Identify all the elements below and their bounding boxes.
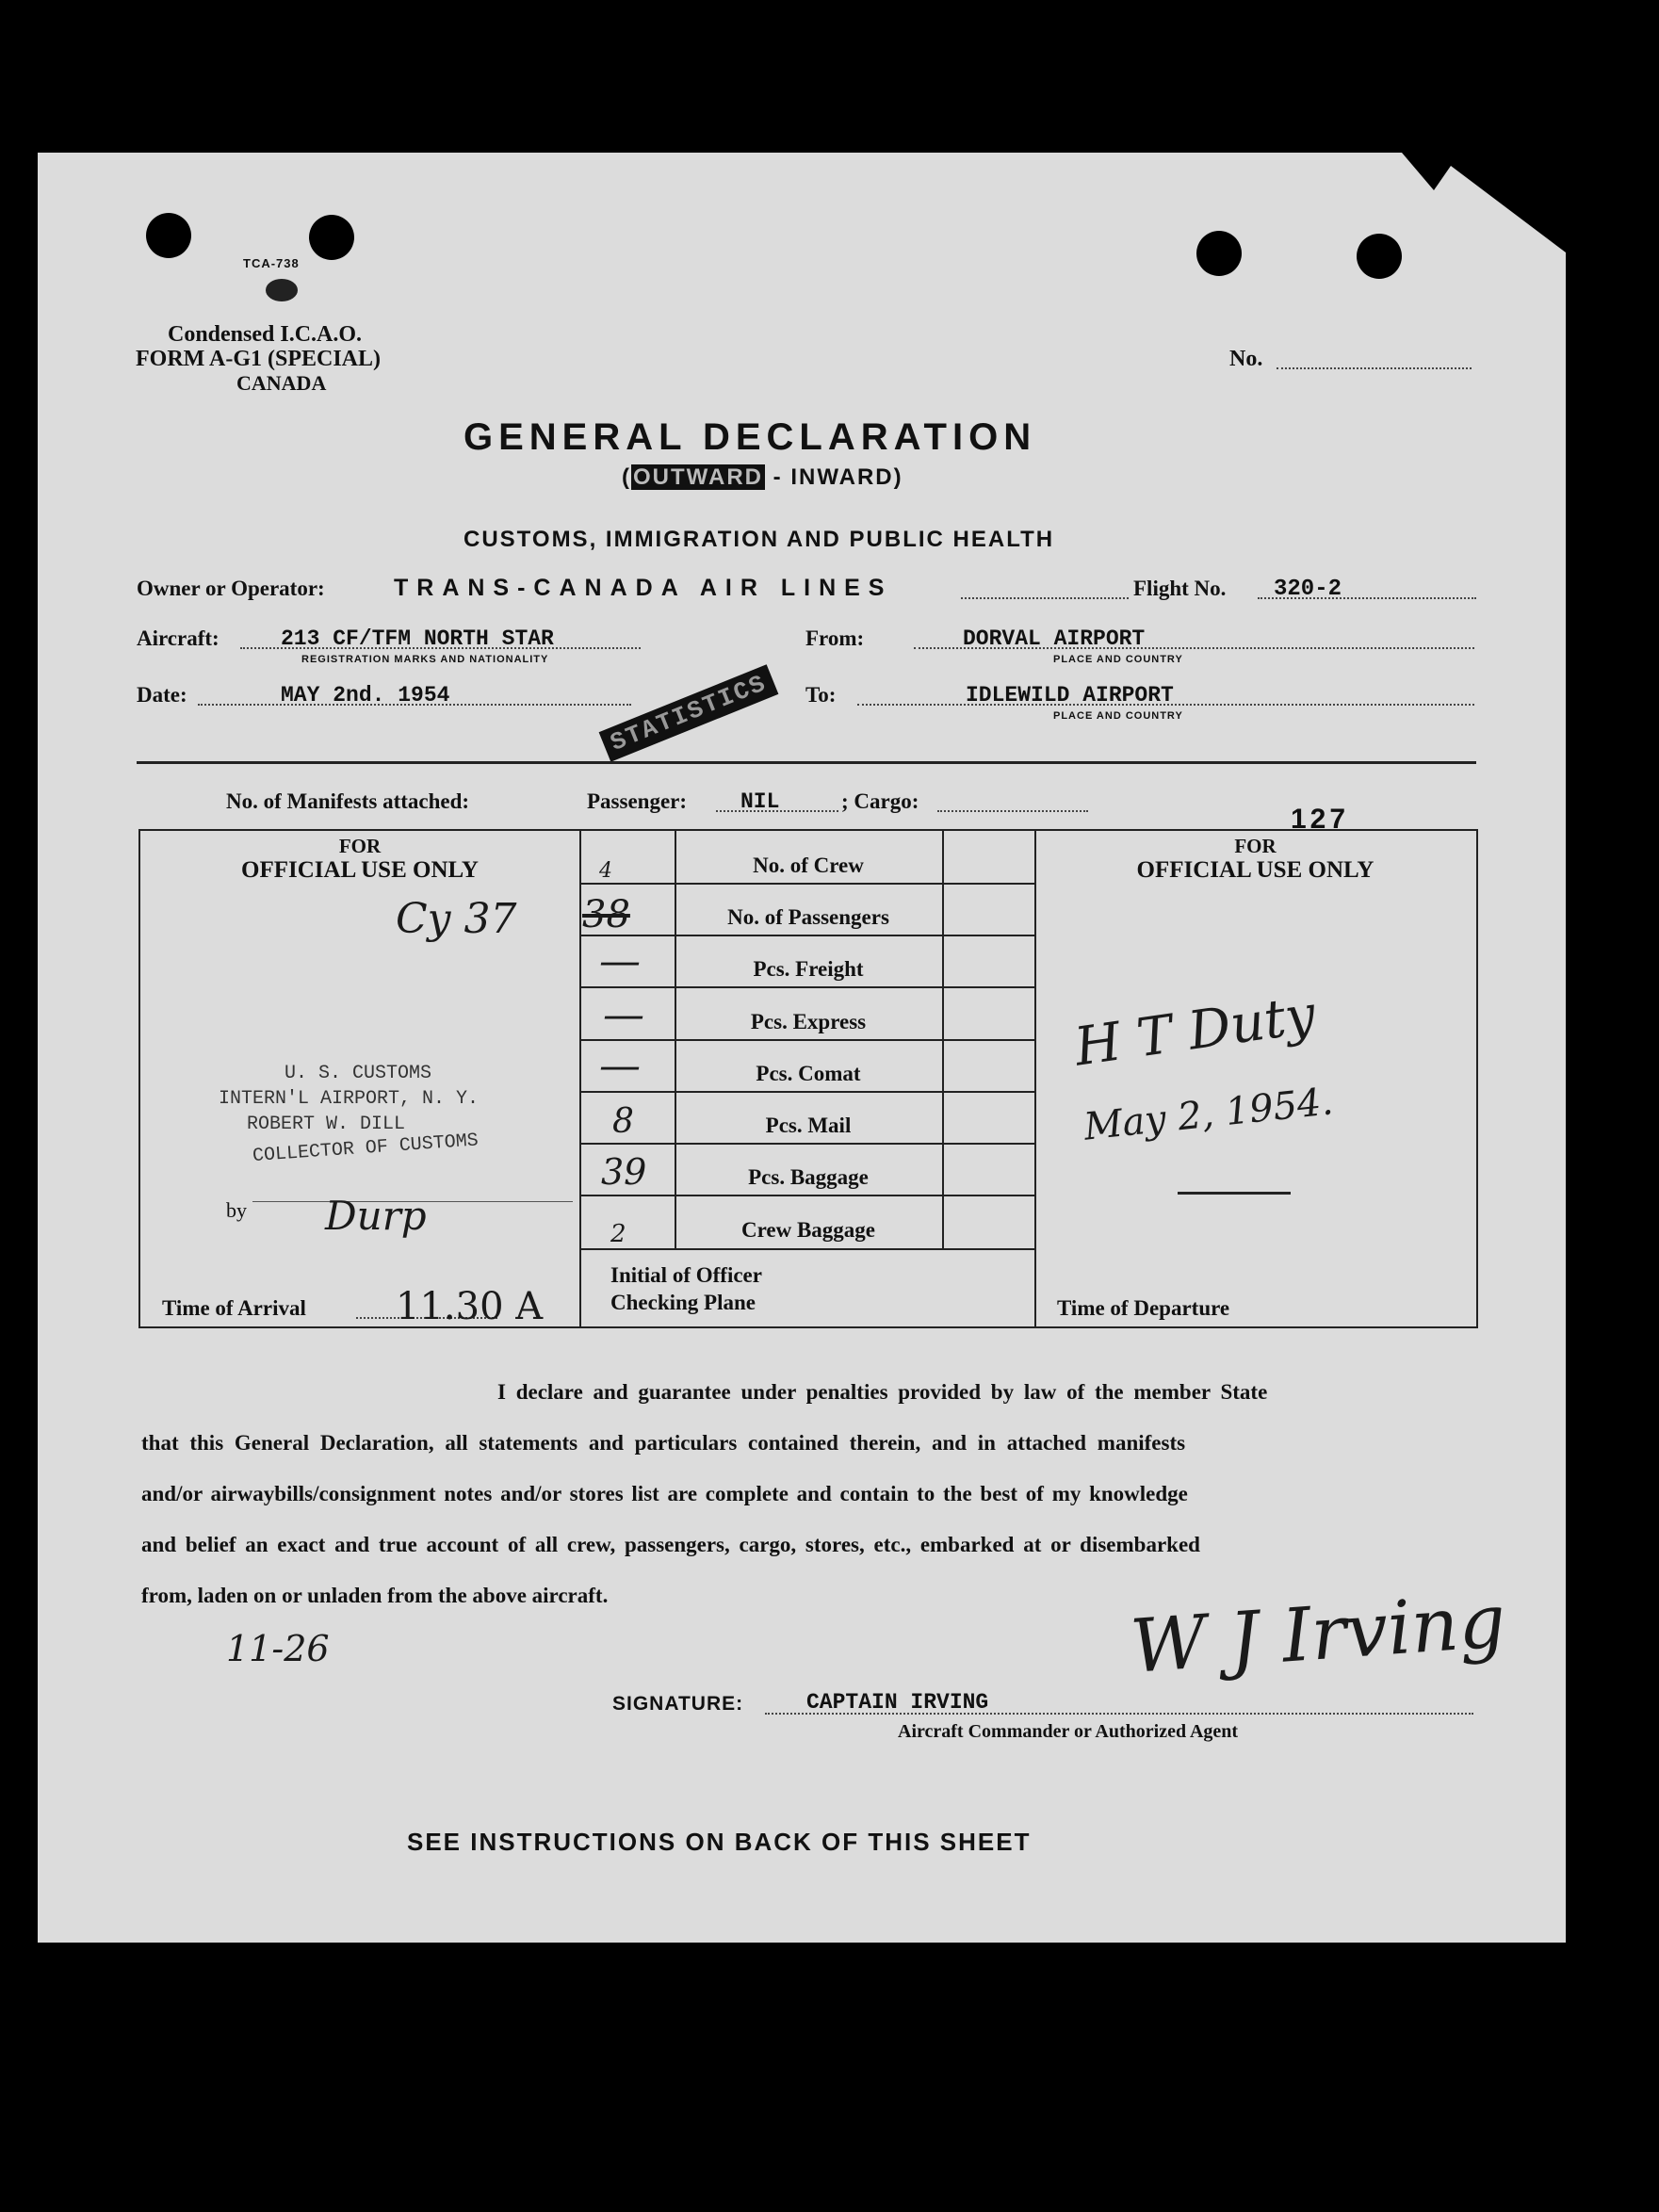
row-value-mail: 8: [612, 1102, 634, 1141]
signature-note: 11-26: [226, 1628, 330, 1669]
customs-stamp-line-3: ROBERT W. DILL: [247, 1114, 406, 1135]
signature-label: SIGNATURE:: [612, 1693, 744, 1715]
table-divider-4: [1034, 829, 1036, 1326]
subtitle-rest: - INWARD): [773, 464, 903, 490]
date-field-line: [198, 704, 631, 706]
row-line-4: [579, 1039, 1036, 1041]
owner-value: TRANS-CANADA AIR LINES: [394, 575, 893, 601]
row-line-2: [579, 935, 1036, 936]
flight-field-line: [1258, 597, 1476, 599]
row-line-1: [579, 883, 1036, 885]
row-label-passengers: No. of Passengers: [727, 905, 889, 929]
form-title: GENERAL DECLARATION: [464, 416, 1037, 458]
arrival-value: 11.30 A: [396, 1285, 544, 1328]
customs-stamp-line-1: U. S. CUSTOMS: [285, 1063, 432, 1084]
captain-signature: W J Irving: [1128, 1579, 1508, 1690]
row-value-passengers: 38: [582, 893, 630, 936]
officer-underline: [1178, 1192, 1291, 1195]
punch-hole-2: [309, 215, 354, 260]
flight-label: Flight No.: [1133, 577, 1227, 600]
aircraft-field-line: [240, 647, 641, 649]
number-label: No.: [1229, 347, 1263, 371]
form-subheading: CUSTOMS, IMMIGRATION AND PUBLIC HEALTH: [464, 527, 1055, 552]
table-divider-1: [579, 829, 581, 1326]
row-line-3: [579, 986, 1036, 988]
from-field-line: [914, 647, 1474, 649]
to-value: IDLEWILD AIRPORT: [966, 683, 1174, 708]
number-field: [1277, 367, 1472, 369]
customs-stamp-line-2: INTERN'L AIRPORT, N. Y.: [219, 1088, 480, 1110]
row-label-mail: Pcs. Mail: [765, 1114, 852, 1137]
row-value-baggage: 39: [601, 1151, 647, 1193]
officer-signature: H T Duty: [1070, 984, 1320, 1079]
row-value-crew: 4: [599, 859, 612, 883]
left-header-for: FOR: [338, 835, 382, 857]
form-code: TCA-738: [243, 256, 300, 270]
row-line-6: [579, 1143, 1036, 1145]
by-signature: Durp: [325, 1193, 427, 1239]
aircraft-caption: REGISTRATION MARKS AND NATIONALITY: [301, 654, 549, 665]
row-label-freight: Pcs. Freight: [753, 957, 864, 981]
form-subtitle: [622, 464, 903, 491]
declaration-line-5: from, laden on or unladen from the above aircraft.: [141, 1584, 609, 1607]
form-header-line3: CANADA: [236, 371, 327, 395]
passenger-count-note: Cy 37: [396, 895, 517, 943]
row-label-baggage: Pcs. Baggage: [748, 1165, 869, 1189]
by-label: by: [226, 1198, 247, 1222]
customs-stamp-line-4: COLLECTOR OF CUSTOMS: [252, 1130, 480, 1168]
passenger-field-line: [716, 810, 838, 812]
passenger-label: Passenger:: [587, 789, 688, 813]
punch-hole-4: [1357, 234, 1402, 279]
date-value: MAY 2nd. 1954: [281, 683, 450, 708]
flight-value: 320-2: [1274, 577, 1342, 602]
initial-label-2: Checking Plane: [610, 1291, 756, 1314]
departure-label: Time of Departure: [1057, 1296, 1230, 1320]
to-field-line: [857, 704, 1474, 706]
right-header-official: OFFICIAL USE ONLY: [1136, 857, 1374, 883]
cargo-note: 127: [1291, 804, 1350, 835]
manifests-label: No. of Manifests attached:: [226, 789, 470, 813]
row-value-crew-baggage: 2: [610, 1220, 626, 1248]
from-label: From:: [805, 626, 865, 650]
row-value-freight: —: [599, 937, 641, 985]
left-header-official: OFFICIAL USE ONLY: [241, 857, 479, 883]
customs-stamp: [219, 1061, 480, 1168]
right-header-for: FOR: [1234, 835, 1277, 857]
declaration-line-1: I declare and guarantee under penalties provided by law of the member State: [497, 1380, 1268, 1404]
aircraft-value: 213 CF/TFM NORTH STAR: [281, 626, 554, 651]
header-divider: [137, 761, 1476, 764]
punch-hole-3: [1196, 231, 1242, 276]
form-header-line1: Condensed I.C.A.O.: [168, 322, 363, 347]
row-label-crew-baggage: Crew Baggage: [740, 1218, 876, 1242]
to-label: To:: [805, 683, 837, 707]
row-label-comat: Pcs. Comat: [756, 1062, 861, 1085]
row-value-comat: —: [599, 1042, 641, 1090]
declaration-line-4: and belief an exact and true account of all crew, passengers, cargo, stores, etc., embarked at or disembarked: [141, 1533, 1200, 1556]
instructions-footer: SEE INSTRUCTIONS ON BACK OF THIS SHEET: [407, 1828, 1032, 1856]
row-label-crew: No. of Crew: [753, 854, 864, 877]
passenger-value: NIL: [740, 789, 780, 814]
from-value: DORVAL AIRPORT: [963, 626, 1146, 651]
owner-label: Owner or Operator:: [137, 577, 325, 600]
to-caption: PLACE AND COUNTRY: [1053, 710, 1183, 722]
from-caption: PLACE AND COUNTRY: [1053, 654, 1183, 665]
row-label-express: Pcs. Express: [750, 1010, 867, 1033]
signature-caption: Aircraft Commander or Authorized Agent: [898, 1721, 1239, 1742]
cargo-field-line: [937, 810, 1088, 812]
row-value-express: —: [603, 991, 644, 1039]
statistics-stamp: STATISTICS: [599, 664, 779, 761]
initial-label-1: Initial of Officer: [610, 1263, 762, 1287]
row-line-8: [579, 1248, 1036, 1250]
officer-date: May 2, 1954.: [1082, 1080, 1336, 1149]
aircraft-label: Aircraft:: [137, 626, 220, 650]
arrival-label: Time of Arrival: [162, 1296, 306, 1320]
cargo-label: ; Cargo:: [841, 789, 919, 813]
punch-hole-1: [146, 213, 191, 258]
date-label: Date:: [137, 683, 187, 707]
owner-field-line: [961, 597, 1129, 599]
form-logo-icon: [266, 279, 298, 301]
row-line-5: [579, 1091, 1036, 1093]
signature-value: CAPTAIN IRVING: [806, 1690, 989, 1715]
row-line-7: [579, 1195, 1036, 1196]
declaration-line-2: that this General Declaration, all statements and particulars contained therein, and in attached manifests: [141, 1431, 1186, 1455]
subtitle-open: (: [622, 464, 631, 490]
declaration-line-3: and/or airwaybills/consignment notes and/or stores list are complete and contain to the best of my knowledge: [141, 1482, 1188, 1505]
subtitle-struck: OUTWARD: [633, 464, 763, 490]
form-header-line2: FORM A-G1 (SPECIAL): [136, 347, 381, 371]
